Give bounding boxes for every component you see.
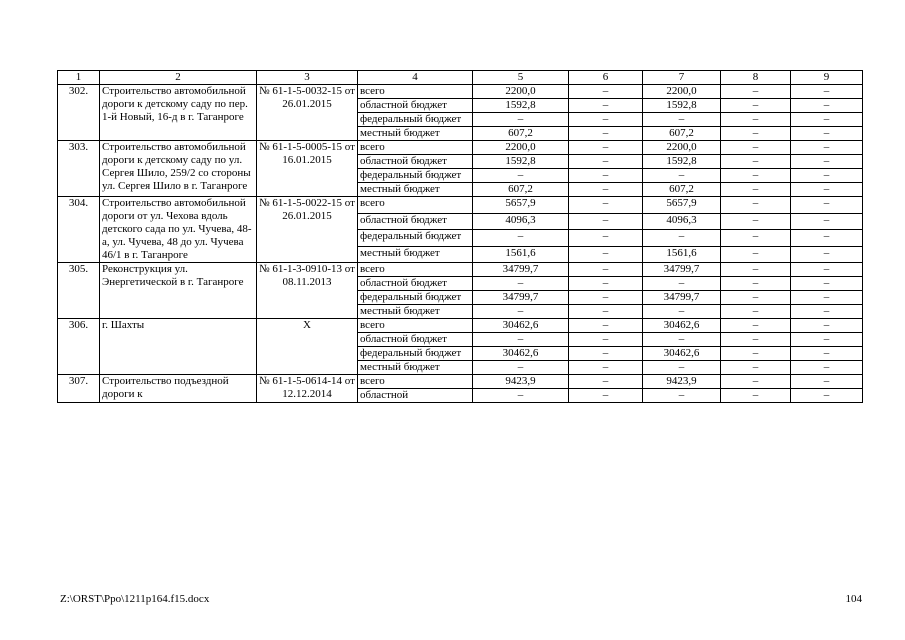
- value-cell-9: –: [791, 291, 863, 305]
- value-cell-5: 9423,9: [473, 375, 569, 389]
- funding-source: областной бюджет: [358, 277, 473, 291]
- value-cell-9: –: [791, 99, 863, 113]
- table-row: [58, 319, 863, 333]
- table-row: [58, 375, 863, 389]
- value-cell-9: –: [791, 230, 863, 247]
- value-cell-7: –: [643, 305, 721, 319]
- value-cell-7: –: [643, 361, 721, 375]
- row-number: 303.: [58, 141, 100, 197]
- row-number: 305.: [58, 263, 100, 319]
- row-number: 307.: [58, 375, 100, 403]
- value-cell-9: –: [791, 389, 863, 403]
- value-cell-7: 1592,8: [643, 155, 721, 169]
- value-cell-7: –: [643, 277, 721, 291]
- value-cell-9: –: [791, 141, 863, 155]
- value-cell-7: 607,2: [643, 183, 721, 197]
- value-cell-9: –: [791, 375, 863, 389]
- value-cell-5: 607,2: [473, 183, 569, 197]
- value-cell-8: –: [721, 197, 791, 214]
- row-number: 306.: [58, 319, 100, 375]
- row-number: 304.: [58, 197, 100, 263]
- value-cell-6: –: [569, 277, 643, 291]
- value-cell-7: 1592,8: [643, 99, 721, 113]
- funding-source: всего: [358, 141, 473, 155]
- funding-source: федеральный бюджет: [358, 291, 473, 305]
- value-cell-8: –: [721, 389, 791, 403]
- value-cell-6: –: [569, 263, 643, 277]
- funding-source: федеральный бюджет: [358, 230, 473, 247]
- value-cell-5: 2200,0: [473, 85, 569, 99]
- document-number: № 61-1-3-0910-13 от 08.11.2013: [257, 263, 358, 319]
- value-cell-5: 607,2: [473, 127, 569, 141]
- value-cell-8: –: [721, 277, 791, 291]
- document-number: № 61-1-5-0005-15 от 16.01.2015: [257, 141, 358, 197]
- table-row: [58, 141, 863, 155]
- value-cell-5: –: [473, 305, 569, 319]
- funding-source: областной бюджет: [358, 155, 473, 169]
- value-cell-8: –: [721, 155, 791, 169]
- column-header: 9: [791, 71, 863, 85]
- value-cell-9: –: [791, 305, 863, 319]
- object-name: Реконструкция ул. Энергетической в г. Таганроге: [100, 263, 257, 319]
- funding-source: всего: [358, 375, 473, 389]
- value-cell-6: –: [569, 246, 643, 263]
- value-cell-7: –: [643, 230, 721, 247]
- funding-source: всего: [358, 319, 473, 333]
- funding-source: местный бюджет: [358, 305, 473, 319]
- value-cell-5: –: [473, 333, 569, 347]
- value-cell-8: –: [721, 99, 791, 113]
- value-cell-7: 4096,3: [643, 213, 721, 230]
- value-cell-8: –: [721, 141, 791, 155]
- row-number: 302.: [58, 85, 100, 141]
- value-cell-9: –: [791, 263, 863, 277]
- value-cell-9: –: [791, 347, 863, 361]
- value-cell-8: –: [721, 319, 791, 333]
- column-header: 1: [58, 71, 100, 85]
- document-number: № 61-1-5-0022-15 от 26.01.2015: [257, 197, 358, 263]
- column-header: 8: [721, 71, 791, 85]
- document-number: № 61-1-5-0614-14 от 12.12.2014: [257, 375, 358, 403]
- value-cell-6: –: [569, 141, 643, 155]
- object-name: Строительство автомобильной дороги к детскому саду по ул. Сергея Шило, 259/2 со стороны ул. Сергея Шило в г. Таганроге: [100, 141, 257, 197]
- value-cell-5: 34799,7: [473, 291, 569, 305]
- value-cell-6: –: [569, 85, 643, 99]
- value-cell-6: –: [569, 319, 643, 333]
- value-cell-9: –: [791, 277, 863, 291]
- value-cell-7: –: [643, 113, 721, 127]
- value-cell-6: –: [569, 305, 643, 319]
- funding-source: местный бюджет: [358, 246, 473, 263]
- value-cell-7: 30462,6: [643, 347, 721, 361]
- value-cell-5: –: [473, 361, 569, 375]
- value-cell-9: –: [791, 246, 863, 263]
- funding-source: местный бюджет: [358, 127, 473, 141]
- value-cell-6: –: [569, 113, 643, 127]
- funding-source: местный бюджет: [358, 183, 473, 197]
- value-cell-7: 2200,0: [643, 85, 721, 99]
- value-cell-8: –: [721, 127, 791, 141]
- value-cell-8: –: [721, 113, 791, 127]
- value-cell-5: 34799,7: [473, 263, 569, 277]
- value-cell-6: –: [569, 375, 643, 389]
- funding-source: областной: [358, 389, 473, 403]
- funding-source: федеральный бюджет: [358, 113, 473, 127]
- funding-source: федеральный бюджет: [358, 169, 473, 183]
- value-cell-7: 607,2: [643, 127, 721, 141]
- table-row: [58, 85, 863, 99]
- value-cell-9: –: [791, 85, 863, 99]
- funding-source: всего: [358, 85, 473, 99]
- document-number: Х: [257, 319, 358, 375]
- value-cell-5: 2200,0: [473, 141, 569, 155]
- value-cell-7: 34799,7: [643, 291, 721, 305]
- value-cell-6: –: [569, 155, 643, 169]
- value-cell-9: –: [791, 183, 863, 197]
- value-cell-6: –: [569, 99, 643, 113]
- value-cell-6: –: [569, 347, 643, 361]
- object-name: Строительство автомобильной дороги от ул. Чехова вдоль детского сада по ул. Чучева, 48-а, ул. Чучева, 48 до ул. Чучева 46/1 в г. Таганроге: [100, 197, 257, 263]
- value-cell-7: 30462,6: [643, 319, 721, 333]
- value-cell-7: 1561,6: [643, 246, 721, 263]
- value-cell-5: 1592,8: [473, 99, 569, 113]
- value-cell-8: –: [721, 333, 791, 347]
- funding-source: местный бюджет: [358, 361, 473, 375]
- value-cell-8: –: [721, 291, 791, 305]
- value-cell-8: –: [721, 183, 791, 197]
- value-cell-9: –: [791, 197, 863, 214]
- value-cell-8: –: [721, 347, 791, 361]
- value-cell-7: 34799,7: [643, 263, 721, 277]
- value-cell-8: –: [721, 230, 791, 247]
- object-name: г. Шахты: [100, 319, 257, 375]
- value-cell-8: –: [721, 169, 791, 183]
- value-cell-9: –: [791, 361, 863, 375]
- value-cell-6: –: [569, 183, 643, 197]
- value-cell-6: –: [569, 169, 643, 183]
- value-cell-6: –: [569, 291, 643, 305]
- table-row: [58, 263, 863, 277]
- column-header: 4: [358, 71, 473, 85]
- funding-source: всего: [358, 197, 473, 214]
- document-number: № 61-1-5-0032-15 от 26.01.2015: [257, 85, 358, 141]
- table-row: [58, 197, 863, 214]
- value-cell-5: –: [473, 169, 569, 183]
- value-cell-5: 1561,6: [473, 246, 569, 263]
- value-cell-7: 2200,0: [643, 141, 721, 155]
- value-cell-7: 5657,9: [643, 197, 721, 214]
- value-cell-9: –: [791, 213, 863, 230]
- value-cell-7: –: [643, 389, 721, 403]
- value-cell-5: 30462,6: [473, 347, 569, 361]
- value-cell-5: –: [473, 389, 569, 403]
- value-cell-6: –: [569, 389, 643, 403]
- value-cell-5: –: [473, 230, 569, 247]
- value-cell-5: 1592,8: [473, 155, 569, 169]
- file-path: Z:\ORST\Ppo\1211p164.f15.docx: [60, 593, 210, 605]
- value-cell-8: –: [721, 246, 791, 263]
- value-cell-6: –: [569, 230, 643, 247]
- value-cell-5: –: [473, 277, 569, 291]
- funding-source: областной бюджет: [358, 213, 473, 230]
- value-cell-5: 5657,9: [473, 197, 569, 214]
- funding-source: областной бюджет: [358, 333, 473, 347]
- column-header: 2: [100, 71, 257, 85]
- object-name: Строительство подъездной дороги к: [100, 375, 257, 403]
- funding-source: федеральный бюджет: [358, 347, 473, 361]
- value-cell-9: –: [791, 319, 863, 333]
- value-cell-8: –: [721, 213, 791, 230]
- budget-table: [57, 70, 863, 403]
- value-cell-8: –: [721, 361, 791, 375]
- value-cell-6: –: [569, 213, 643, 230]
- value-cell-5: –: [473, 113, 569, 127]
- header-row: [58, 71, 863, 85]
- column-header: 6: [569, 71, 643, 85]
- value-cell-8: –: [721, 375, 791, 389]
- value-cell-7: –: [643, 333, 721, 347]
- value-cell-9: –: [791, 113, 863, 127]
- value-cell-9: –: [791, 155, 863, 169]
- value-cell-8: –: [721, 305, 791, 319]
- value-cell-7: 9423,9: [643, 375, 721, 389]
- value-cell-6: –: [569, 127, 643, 141]
- value-cell-8: –: [721, 263, 791, 277]
- value-cell-7: –: [643, 169, 721, 183]
- value-cell-5: 4096,3: [473, 213, 569, 230]
- value-cell-9: –: [791, 333, 863, 347]
- column-header: 3: [257, 71, 358, 85]
- value-cell-6: –: [569, 361, 643, 375]
- value-cell-6: –: [569, 333, 643, 347]
- value-cell-9: –: [791, 127, 863, 141]
- value-cell-6: –: [569, 197, 643, 214]
- funding-source: областной бюджет: [358, 99, 473, 113]
- column-header: 5: [473, 71, 569, 85]
- value-cell-9: –: [791, 169, 863, 183]
- table-body: [58, 85, 863, 403]
- column-header: 7: [643, 71, 721, 85]
- page-number: 104: [845, 593, 862, 605]
- value-cell-8: –: [721, 85, 791, 99]
- object-name: Строительство автомобильной дороги к детскому саду по пер. 1-й Новый, 16-д в г. Таганроге: [100, 85, 257, 141]
- value-cell-5: 30462,6: [473, 319, 569, 333]
- funding-source: всего: [358, 263, 473, 277]
